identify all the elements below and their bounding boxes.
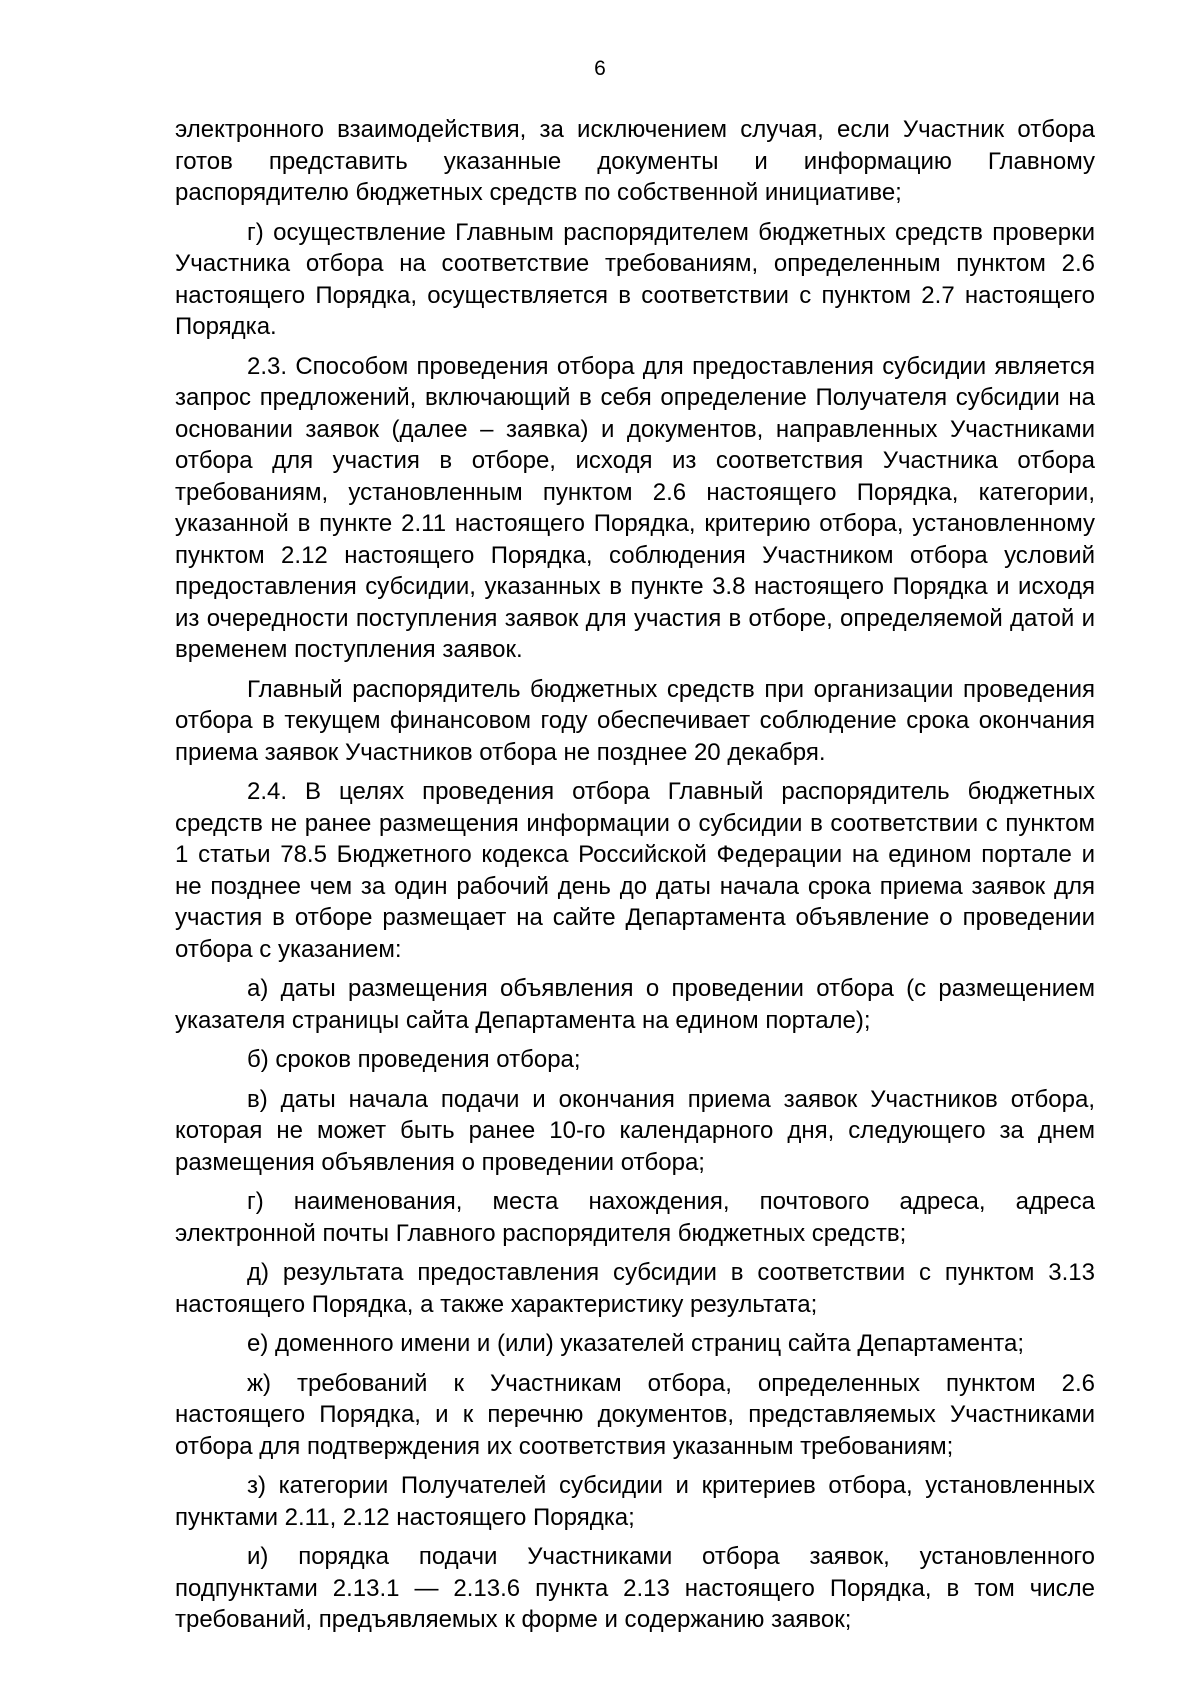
- paragraph-continuation: электронного взаимодействия, за исключением случая, если Участник отбора готов представить указанные документы и информацию Главному распорядителю бюджетных средств по собственной инициативе;: [175, 116, 1095, 206]
- paragraph-item-v: в) даты начала подачи и окончания приема заявок Участников отбора, которая не может быть ранее 10-го календарного дня, следующего за днем размещения объявления о проведении отбора;: [175, 1085, 1095, 1176]
- page-number: 6: [594, 57, 606, 80]
- document-body: [175, 114, 1095, 1644]
- paragraph-item-a: а) даты размещения объявления о проведении отбора (с размещением указателя страницы сайта Департамента на едином портале);: [175, 975, 1095, 1034]
- paragraph-item-d: д) результата предоставления субсидии в соответствии с пунктом 3.13 настоящего Порядка, а также характеристику результата;: [175, 1259, 1095, 1318]
- paragraph-item-g: г) наименования, места нахождения, почтового адреса, адреса электронной почты Главного распорядителя бюджетных средств;: [175, 1188, 1095, 1247]
- paragraph-item-z: з) категории Получателей субсидии и критериев отбора, установленных пунктами 2.11, 2.12 настоящего Порядка;: [175, 1472, 1095, 1531]
- paragraph-2-3: 2.3. Способом проведения отбора для предоставления субсидии является запрос предложений, включающий в себя определение Получателя субсидии на основании заявок (далее – заявка) и документов, направленных Участниками отбора для участия в отборе, исходя из соответствия Участника отбора требованиям, установленным пунктом 2.6 настоящего Порядка, категории, указанной в пункте 2.11 настоящего Порядка, критерию отбора, установленному пунктом 2.12 настоящего Порядка, соблюдения Участником отбора условий предоставления субсидии, указанных в пункте 3.8 настоящего Порядка и исходя из очередности поступления заявок для участия в отборе, определяемой датой и временем поступления заявок.: [175, 352, 1095, 663]
- paragraph-deadline: Главный распорядитель бюджетных средств при организации проведения отбора в текущем финансовом году обеспечивает соблюдение срока окончания приема заявок Участников отбора не позднее 20 декабря.: [175, 675, 1095, 766]
- paragraph-item-e: е) доменного имени и (или) указателей страниц сайта Департамента;: [247, 1330, 1024, 1357]
- paragraph-item-b: б) сроков проведения отбора;: [247, 1046, 581, 1073]
- paragraph-item-zh: ж) требований к Участникам отбора, определенных пунктом 2.6 настоящего Порядка, и к перечню документов, представляемых Участниками отбора для подтверждения их соответствия указанным требованиям;: [175, 1369, 1095, 1460]
- paragraph-2-4: 2.4. В целях проведения отбора Главный распорядитель бюджетных средств не ранее размещения информации о субсидии в соответствии с пунктом 1 статьи 78.5 Бюджетного кодекса Российской Федерации на едином портале и не позднее чем за один рабочий день до даты начала срока приема заявок для участия в отборе размещает на сайте Департамента объявление о проведении отбора с указанием:: [175, 778, 1095, 963]
- paragraph-item-i: и) порядка подачи Участниками отбора заявок, установленного подпунктами 2.13.1 — 2.13.6 пункта 2.13 настоящего Порядка, в том числе требований, предъявляемых к форме и содержанию заявок;: [175, 1543, 1095, 1633]
- paragraph-item-g-verification: г) осуществление Главным распорядителем бюджетных средств проверки Участника отбора на соответствие требованиям, определенным пунктом 2.6 настоящего Порядка, осуществляется в соответствии с пунктом 2.7 настоящего Порядка.: [175, 218, 1095, 340]
